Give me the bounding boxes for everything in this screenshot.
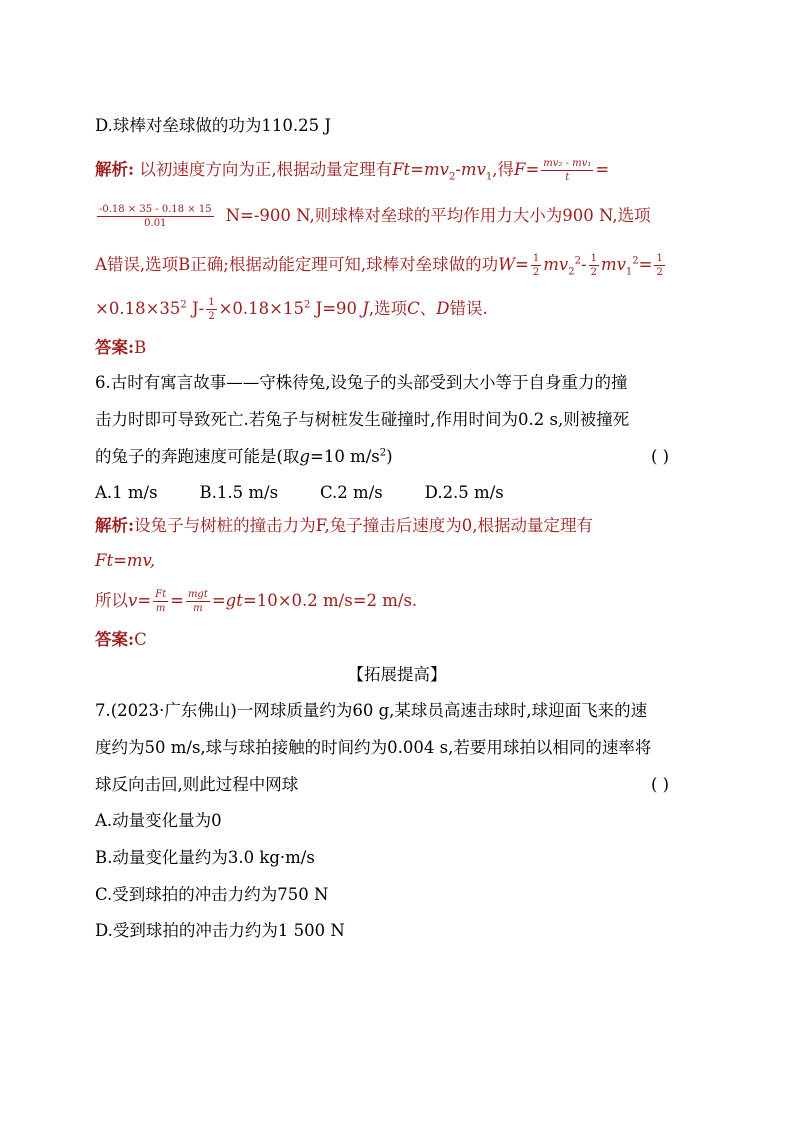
- q6-analysis-line-3: 所以v= $\frac{Ft}{m}$ = $\frac{\text{mgt}}{m}$ =gt=10×0.2 m/s=2 m/s.: [95, 589, 418, 614]
- q5-analysis-line-1: 解析: 以初速度方向为正,根据动量定理有$Ft=mv_2-mv_1$,得F= $\frac{\text{mv₂ - mv₁}}{t}$ =: [95, 158, 610, 183]
- q6-analysis-line-2: Ft=mv,: [95, 551, 156, 570]
- analysis-label: 解析:: [95, 160, 135, 179]
- q6-answer-blank: ( ): [651, 447, 670, 466]
- q7-stem-line-3: 球反向击回,则此过程中网球: [95, 775, 299, 794]
- q5-analysis-line-2: $\frac{-0.18 \times 35 - 0.18 \times 15}{0.01}$ N=-900 N,则球棒对垒球的平均作用力大小为900 N,选项: [99, 204, 651, 229]
- q7-option-d: D.受到球拍的冲击力约为1 500 N: [95, 921, 345, 940]
- q6-analysis-line-1: 解析:设兔子与树桩的撞击力为F,兔子撞击后速度为0,根据动量定理有: [95, 516, 593, 535]
- q7-option-b: B.动量变化量约为3.0 kg·m/s: [95, 848, 315, 867]
- fraction-momentum: $\frac{\text{mv₂ - mv₁}}{t}$: [543, 158, 592, 183]
- answer-label: 答案:: [95, 338, 135, 357]
- q6-options: A.1 m/s B.1.5 m/s C.2 m/s D.2.5 m/s: [95, 483, 504, 502]
- q7-option-c: C.受到球拍的冲击力约为750 N: [95, 885, 329, 904]
- q7-option-a: A.动量变化量为0: [95, 811, 222, 830]
- q7-stem-line-1: 7.(2023·广东佛山)一网球质量约为60 g,某球员高速击球时,球迎面飞来的速: [95, 701, 648, 720]
- q5-analysis-line-4: $\times 0.18\times 35^2$ J- $\frac{1}{2}$ $\times 0.18\times 15^2$ J=90 J,选项C、D错误.: [95, 297, 488, 322]
- q7-stem-line-2: 度约为50 m/s,球与球拍接触的时间约为0.004 s,若要用球拍以相同的速率将: [95, 738, 652, 757]
- q5-analysis-line-3: A错误,选项B正确;根据动能定理可知,球棒对垒球做的功W= $\frac{1}{2}$ $mv_2^2-$ $\frac{1}{2}$ $mv_1^2=$ $\frac{1}{2}$: [95, 253, 663, 278]
- q5-option-d: D.球棒对垒球做的功为110.25 J: [95, 116, 331, 135]
- q6-answer: 答案:C: [95, 630, 147, 649]
- q6-stem-line-3: 的兔子的奔跑速度可能是(取g=10 $m/s^2$): [95, 447, 393, 466]
- q6-stem-line-2: 击力时即可导致死亡.若兔子与树桩发生碰撞时,作用时间为0.2 s,则被撞死: [95, 410, 630, 429]
- q7-answer-blank: ( ): [651, 775, 670, 794]
- fraction-values: $\frac{-0.18 \times 35 - 0.18 \times 15}{0.01}$: [99, 204, 212, 229]
- section-title: 【拓展提高】: [347, 665, 447, 684]
- q5-answer: 答案:B: [95, 338, 147, 357]
- q6-stem-line-1: 6.古时有寓言故事——守株待兔,设兔子的头部受到大小等于自身重力的撞: [95, 373, 628, 392]
